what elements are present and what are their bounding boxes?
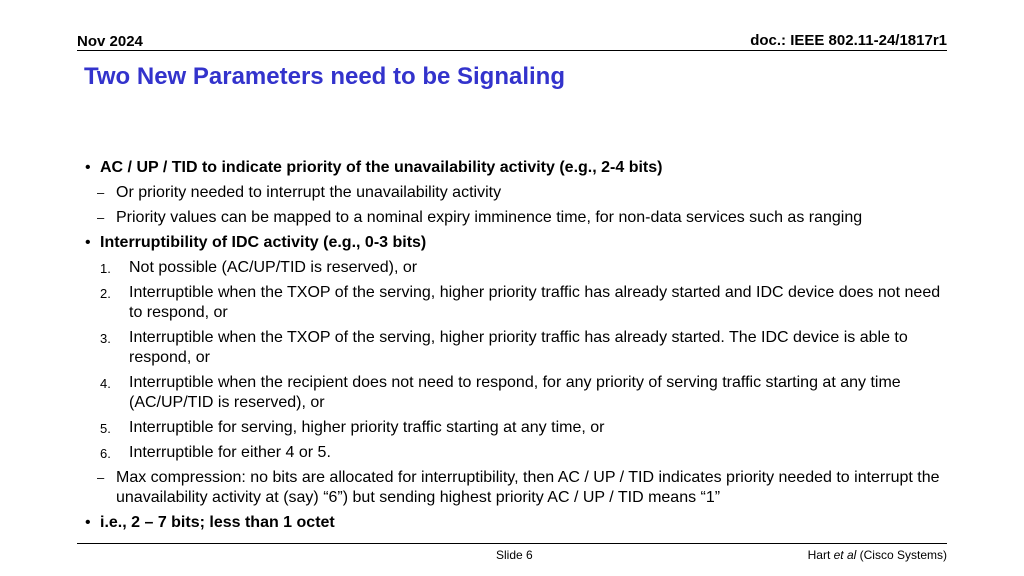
- footer-author-etal: et al: [833, 548, 857, 562]
- footer-author-org: (Cisco Systems): [856, 548, 947, 562]
- list-item-text: Priority values can be mapped to a nominal expiry imminence time, for non-data services such as ranging: [116, 209, 863, 226]
- list-marker: –: [97, 470, 105, 485]
- list-marker: 4.: [100, 376, 111, 391]
- numbered-item: [84, 418, 944, 438]
- footer-rule: [77, 543, 947, 544]
- slide-title: Two New Parameters need to be Signaling: [84, 63, 565, 90]
- list-item-text: Or priority needed to interrupt the unavailability activity: [116, 184, 502, 201]
- footer-author-name: Hart: [807, 548, 834, 562]
- bullet-item: [84, 233, 944, 253]
- header-doc-id: doc.: IEEE 802.11-24/1817r1: [750, 32, 947, 49]
- numbered-item: [84, 443, 944, 463]
- list-marker: 2.: [100, 286, 111, 301]
- list-item-text: Interruptible when the TXOP of the serving, higher priority traffic has already started. The IDC device is able to respond, or: [129, 329, 908, 366]
- bullet-item: [84, 513, 944, 533]
- list-marker: –: [97, 185, 105, 200]
- list-marker: 5.: [100, 421, 111, 436]
- list-marker: •: [85, 514, 91, 531]
- sub-bullet-item: [84, 183, 944, 203]
- list-item-text: Max compression: no bits are allocated for interruptibility, then AC / UP / TID indicates priority needed to interrupt the unavailability activity at (say) “6”) but sending highest priority AC / UP / TID means “1”: [116, 469, 940, 506]
- list-marker: •: [85, 234, 91, 251]
- list-item-text: Interruptibility of IDC activity (e.g., 0-3 bits): [100, 234, 427, 251]
- list-item-text: i.e., 2 – 7 bits; less than 1 octet: [100, 514, 335, 531]
- list-item-text: Interruptible when the recipient does not need to respond, for any priority of serving traffic starting at any time (AC/UP/TID is reserved), or: [129, 374, 901, 411]
- footer-slide-number: Slide 6: [496, 548, 533, 562]
- sub-bullet-item: [84, 208, 944, 228]
- sub-bullet-item: [84, 468, 944, 508]
- numbered-item: [84, 373, 944, 413]
- list-marker: 1.: [100, 261, 111, 276]
- list-marker: –: [97, 210, 105, 225]
- numbered-item: [84, 328, 944, 368]
- header-date: Nov 2024: [77, 33, 143, 50]
- list-marker: •: [85, 159, 91, 176]
- list-item-text: Interruptible for serving, higher priority traffic starting at any time, or: [129, 419, 605, 436]
- list-item-text: Interruptible for either 4 or 5.: [129, 444, 331, 461]
- list-item-text: Interruptible when the TXOP of the serving, higher priority traffic has already started and IDC device does not need to respond, or: [129, 284, 941, 321]
- list-marker: 3.: [100, 331, 111, 346]
- header-rule: [77, 50, 947, 51]
- list-item-text: Not possible (AC/UP/TID is reserved), or: [129, 259, 418, 276]
- numbered-item: [84, 283, 944, 323]
- footer-author: [808, 548, 947, 562]
- list-marker: 6.: [100, 446, 111, 461]
- slide-body: [84, 158, 944, 538]
- list-item-text: AC / UP / TID to indicate priority of the unavailability activity (e.g., 2-4 bits): [100, 159, 663, 176]
- bullet-item: [84, 158, 944, 178]
- numbered-item: [84, 258, 944, 278]
